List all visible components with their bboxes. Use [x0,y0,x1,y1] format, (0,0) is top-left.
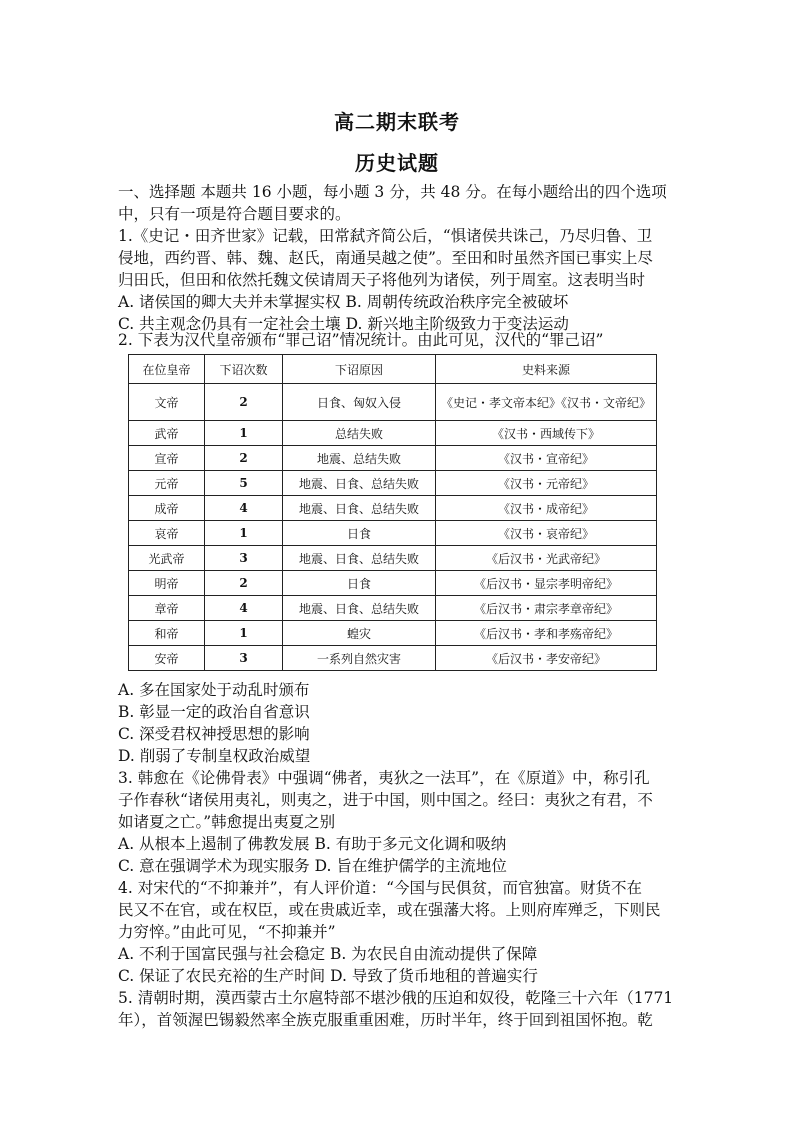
cell-source: 《汉书・成帝纪》 [436,496,657,521]
table-row [129,384,657,421]
section-intro-line: 中，只有一项是符合题目要求的。 [118,205,351,223]
table-row [129,446,657,471]
table-row [129,421,657,446]
cell-reason: 一系列自然灾害 [283,646,436,671]
cell-emperor: 章帝 [129,596,205,621]
cell-reason: 地震、日食、总结失败 [283,496,436,521]
cell-emperor: 安帝 [129,646,205,671]
cell-source: 《后汉书・孝安帝纪》 [436,646,657,671]
table-row [129,646,657,671]
cell-source: 《后汉书・肃宗孝章帝纪》 [436,596,657,621]
cell-count: 4 [205,596,283,621]
q4-option-line: C. 保证了农民充裕的生产时间 D. 导致了货币地租的普遍实行 [118,967,538,985]
q4-stem-line: 民又不在官，或在权臣，或在贵戚近幸，或在强藩大将。上则府库殚乏，下则民 [118,901,661,919]
table-row [129,596,657,621]
q4-option-line: A. 不利于国富民强与社会稳定 B. 为农民自由流动提供了保障 [118,945,538,963]
cell-reason: 日食、匈奴入侵 [283,384,436,421]
cell-count: 1 [205,421,283,446]
table-row [129,521,657,546]
cell-emperor: 武帝 [129,421,205,446]
q5-stem-line: 年），首领渥巴锡毅然率全族克服重重困难，历时半年，终于回到祖国怀抱。乾 [118,1011,653,1029]
cell-reason: 总结失败 [283,421,436,446]
col-header-emperor: 在位皇帝 [129,355,205,384]
cell-emperor: 元帝 [129,471,205,496]
q3-stem-line: 3. 韩愈在《论佛骨表》中强调“佛者，夷狄之一法耳”，在《原道》中，称引孔 [118,769,650,787]
q1-stem-line: 侵地，西约晋、韩、魏、赵氏，南通吴越之使”。至田和时虽然齐国已事实上尽 [118,249,653,267]
q2-option-line: B. 彰显一定的政治自省意识 [118,703,310,721]
cell-count: 5 [205,471,283,496]
cell-source: 《后汉书・显宗孝明帝纪》 [436,571,657,596]
edict-stats-table [128,354,657,671]
cell-count: 1 [205,521,283,546]
q1-stem-line: 1.《史记・田齐世家》记载，田常弑齐简公后，“惧诸侯共诛己，乃尽归鲁、卫 [118,227,653,245]
cell-reason: 日食 [283,571,436,596]
cell-emperor: 和帝 [129,621,205,646]
cell-source: 《汉书・西域传下》 [436,421,657,446]
table-row [129,621,657,646]
q5-stem-line: 5. 清朝时期，漠西蒙古土尔扈特部不堪沙俄的压迫和奴役，乾隆三十六年（1771 [118,989,674,1007]
col-header-source: 史料来源 [436,355,657,384]
cell-emperor: 明帝 [129,571,205,596]
table-row [129,546,657,571]
q4-stem-line: 力穷悴。”由此可见，“不抑兼并” [118,923,336,941]
cell-count: 2 [205,446,283,471]
cell-emperor: 宣帝 [129,446,205,471]
q4-stem-line: 4. 对宋代的“不抑兼并”，有人评价道：“今国与民俱贫，而官独富。财货不在 [118,879,642,897]
cell-reason: 地震、总结失败 [283,446,436,471]
col-header-count: 下诏次数 [205,355,283,384]
cell-reason: 日食 [283,521,436,546]
cell-count: 2 [205,384,283,421]
section-intro-line: 一、选择题 本题共 16 小题，每小题 3 分，共 48 分。在每小题给出的四个选项 [118,183,667,201]
q3-stem-line: 如诸夏之亡。”韩愈提出夷夏之别 [118,813,336,831]
table-row [129,496,657,521]
q3-option-line: A. 从根本上遏制了佛教发展 B. 有助于多元文化调和吸纳 [118,835,507,853]
cell-count: 3 [205,546,283,571]
cell-source: 《后汉书・孝和孝殇帝纪》 [436,621,657,646]
q2-option-line: C. 深受君权神授思想的影响 [118,725,310,743]
cell-reason: 地震、日食、总结失败 [283,471,436,496]
col-header-reason: 下诏原因 [283,355,436,384]
cell-source: 《汉书・元帝纪》 [436,471,657,496]
q1-option-line: A. 诸侯国的卿大夫并未掌握实权 B. 周朝传统政治秩序完全被破坏 [118,293,569,311]
cell-count: 2 [205,571,283,596]
cell-count: 3 [205,646,283,671]
q3-option-line: C. 意在强调学术为现实服务 D. 旨在维护儒学的主流地位 [118,857,507,875]
q1-stem-line: 归田氏，但田和依然托魏文侯请周天子将他列为诸侯，列于周室。这表明当时 [118,271,646,289]
q1-option-line: C. 共主观念仍具有一定社会土壤 D. 新兴地主阶级致力于变法运动 [118,315,569,333]
cell-count: 4 [205,496,283,521]
cell-source: 《汉书・哀帝纪》 [436,521,657,546]
cell-source: 《后汉书・光武帝纪》 [436,546,657,571]
cell-emperor: 成帝 [129,496,205,521]
table-row [129,471,657,496]
cell-reason: 地震、日食、总结失败 [283,546,436,571]
cell-emperor: 文帝 [129,384,205,421]
exam-subject: 历史试题 [355,151,439,175]
cell-source: 《史记・孝文帝本纪》《汉书・文帝纪》 [436,384,657,421]
cell-reason: 地震、日食、总结失败 [283,596,436,621]
cell-emperor: 光武帝 [129,546,205,571]
cell-emperor: 哀帝 [129,521,205,546]
q2-option-line: A. 多在国家处于动乱时颁布 [118,681,310,699]
q2-stem: 2. 下表为汉代皇帝颁布“罪己诏”情况统计。由此可见，汉代的“罪己诏” [118,331,604,349]
cell-reason: 蝗灾 [283,621,436,646]
table-header-row [129,355,657,384]
table-row [129,571,657,596]
q3-stem-line: 子作春秋“诸侯用夷礼，则夷之，进于中国，则中国之。经曰：夷狄之有君，不 [118,791,653,809]
q2-option-line: D. 削弱了专制皇权政治威望 [118,747,311,765]
cell-count: 1 [205,621,283,646]
exam-title: 高二期末联考 [334,110,460,134]
cell-source: 《汉书・宣帝纪》 [436,446,657,471]
